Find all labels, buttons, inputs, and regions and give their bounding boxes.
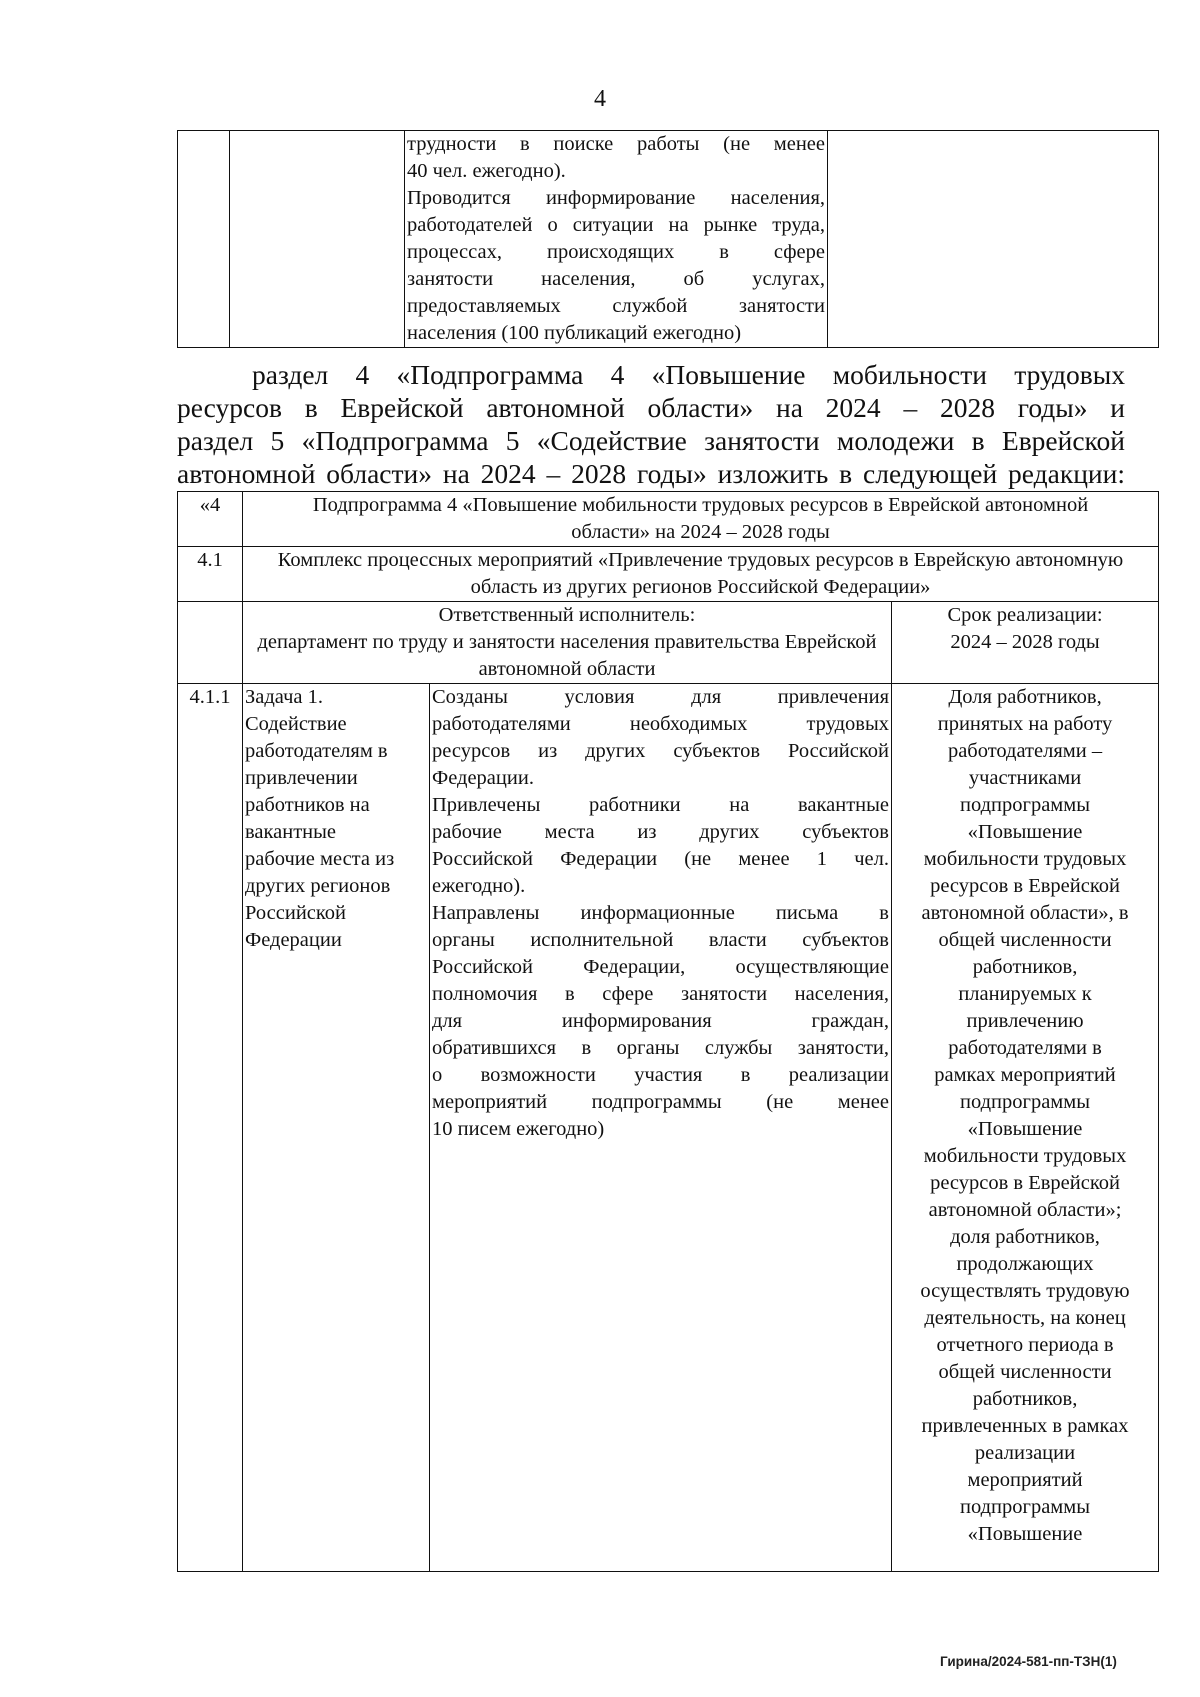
- indicator-line: деятельность, на конец: [924, 1307, 1126, 1329]
- task-cell: [243, 684, 430, 1572]
- indicator-line: автономной области»;: [928, 1199, 1122, 1221]
- indicator-line: реализации: [974, 1442, 1076, 1464]
- result-line: о возможности участия в реализации: [432, 1064, 889, 1086]
- indicator-line: мероприятий: [967, 1469, 1083, 1491]
- indicator-line: отчетного периода в: [936, 1334, 1114, 1356]
- task-line: Федерации: [245, 929, 342, 951]
- task-line: Российской: [245, 902, 347, 924]
- indicator-line: ресурсов в Еврейской: [930, 1172, 1120, 1194]
- indicator-line: автономной области», в: [921, 902, 1129, 924]
- task-line: вакантные: [245, 821, 337, 843]
- table-cell: [178, 602, 243, 684]
- result-line: мероприятий подпрограммы (не менее: [432, 1091, 889, 1113]
- period-label: Срок реализации:: [947, 604, 1103, 626]
- text-line: Проводится информирование населения,: [407, 187, 825, 209]
- result-line: обратившихся в органы службы занятости,: [432, 1037, 889, 1059]
- result-line: Созданы условия для привлечения: [432, 686, 889, 708]
- indicator-line: рамках мероприятий: [934, 1064, 1116, 1086]
- indicator-line: работодателями в: [948, 1037, 1102, 1059]
- task-line: Содействие: [245, 713, 347, 735]
- indicator-line: работодателями –: [947, 740, 1103, 762]
- document-footer-code: Гирина/2024-581-пп-ТЗН(1): [940, 1654, 1117, 1669]
- result-line: полномочия в сфере занятости населения,: [432, 983, 889, 1005]
- responsible-label: Ответственный исполнитель:: [438, 604, 696, 626]
- result-line: рабочие места из других субъектов: [432, 821, 889, 843]
- row-number: 4.1: [178, 547, 243, 602]
- result-cell: [430, 684, 892, 1572]
- task-line: привлечении: [245, 767, 358, 789]
- indicator-line: «Повышение: [967, 1118, 1083, 1140]
- task-line: работодателям в: [245, 740, 388, 762]
- result-line: Российской Федерации (не менее 1 чел.: [432, 848, 889, 870]
- indicator-line: работников,: [972, 956, 1078, 978]
- period-value: 2024 – 2028 годы: [950, 631, 1100, 653]
- result-line: Российской Федерации, осуществляющие: [432, 956, 889, 978]
- result-line: работодателями необходимых трудовых: [432, 713, 889, 735]
- indicator-line: привлеченных в рамках: [921, 1415, 1129, 1437]
- text-line: предоставляемых службой занятости: [407, 295, 825, 317]
- indicator-line: «Повышение: [967, 821, 1083, 843]
- task-line: рабочие места из: [245, 848, 395, 870]
- indicator-line: ресурсов в Еврейской: [930, 875, 1120, 897]
- indicator-line: «Повышение: [967, 1523, 1083, 1545]
- table-cell: [230, 131, 405, 348]
- intro-line: автономной области» на 2024 – 2028 годы» изложить в следующей редакции:: [177, 458, 1125, 489]
- main-table: [177, 491, 1159, 1572]
- task-line: Задача 1.: [245, 686, 323, 708]
- responsible-value: департамент по труду и занятости населения правительства Еврейской автономной области: [257, 631, 877, 680]
- row-number: 4.1.1: [178, 684, 243, 1572]
- result-cell: [405, 131, 828, 348]
- page-number: 4: [594, 86, 606, 112]
- result-line: ежегодно).: [432, 875, 526, 897]
- result-line: для информирования граждан,: [432, 1010, 889, 1032]
- intro-line: ресурсов в Еврейской автономной области» на 2024 – 2028 годы» и: [177, 392, 1125, 423]
- indicator-line: продолжающих: [956, 1253, 1094, 1275]
- table-cell: [178, 131, 230, 348]
- indicator-line: планируемых к: [958, 983, 1092, 1005]
- indicator-line: подпрограммы: [960, 1091, 1091, 1113]
- table-cell: [828, 131, 1159, 348]
- text-line: занятости населения, об услугах,: [407, 268, 825, 290]
- responsible-cell: [243, 602, 892, 684]
- task-line: работников на: [245, 794, 370, 816]
- intro-paragraph: [177, 358, 1125, 490]
- task-line: других регионов: [245, 875, 391, 897]
- intro-line: раздел 4 «Подпрограмма 4 «Повышение мобильности трудовых: [252, 359, 1125, 390]
- indicator-line: подпрограммы: [960, 1496, 1091, 1518]
- indicator-line: мобильности трудовых: [923, 1145, 1127, 1167]
- indicator-line: общей численности: [938, 1361, 1112, 1383]
- intro-line: раздел 5 «Подпрограмма 5 «Содействие занятости молодежи в Еврейской: [177, 425, 1125, 456]
- indicator-line: участниками: [968, 767, 1082, 789]
- indicator-line: осуществлять трудовую: [920, 1280, 1130, 1302]
- text-line: процессах, происходящих в сфере: [407, 241, 825, 263]
- indicator-line: Доля работников,: [948, 686, 1102, 708]
- indicator-line: принятых на работу: [937, 713, 1113, 735]
- indicator-line: доля работников,: [950, 1226, 1100, 1248]
- indicator-cell: [892, 684, 1159, 1572]
- subprogram-title: Подпрограмма 4 «Повышение мобильности трудовых ресурсов в Еврейской автономной области» на 2024 – 2028 годы: [243, 492, 1159, 547]
- result-line: 10 писем ежегодно): [432, 1118, 605, 1140]
- continuation-table: [177, 130, 1159, 348]
- text-line: работодателей о ситуации на рынке труда,: [407, 214, 825, 236]
- result-line: Привлечены работники на вакантные: [432, 794, 889, 816]
- indicator-line: мобильности трудовых: [923, 848, 1127, 870]
- indicator-line: привлечению: [966, 1010, 1084, 1032]
- text-line: населения (100 публикаций ежегодно): [407, 322, 742, 344]
- text-line: трудности в поиске работы (не менее: [407, 133, 825, 155]
- indicator-line: подпрограммы: [960, 794, 1091, 816]
- result-line: органы исполнительной власти субъектов: [432, 929, 889, 951]
- period-cell: [892, 602, 1159, 684]
- complex-title: Комплекс процессных мероприятий «Привлечение трудовых ресурсов в Еврейскую автономную область из других регионов Российской Федерации»: [243, 547, 1159, 602]
- result-line: ресурсов из других субъектов Российской: [432, 740, 889, 762]
- indicator-line: общей численности: [938, 929, 1112, 951]
- result-line: Направлены информационные письма в: [432, 902, 889, 924]
- indicator-line: работников,: [972, 1388, 1078, 1410]
- row-number: «4: [178, 492, 243, 547]
- text-line: 40 чел. ежегодно).: [407, 160, 566, 182]
- result-line: Федерации.: [432, 767, 534, 789]
